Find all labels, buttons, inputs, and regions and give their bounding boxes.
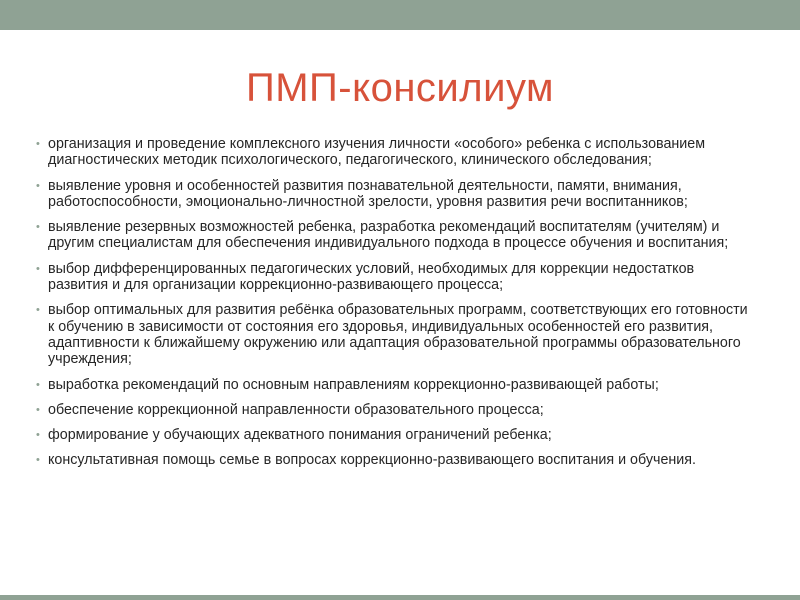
dot-bullet-icon: •	[36, 429, 40, 442]
top-accent-bar	[0, 0, 800, 30]
dot-bullet-icon: •	[36, 179, 40, 192]
dot-bullet-icon: •	[36, 262, 40, 275]
dot-bullet-icon: •	[36, 403, 40, 416]
bullet-text: выбор оптимальных для развития ребёнка образовательных программ, соответствующих его готовности к обучению в зависимости от состояния его здоровья, индивидуальных особенностей его развития, адаптивности к ближайшему окружению или адаптация образовательной программы образовательного учреждения;	[48, 302, 748, 368]
dot-bullet-icon: •	[36, 378, 40, 391]
bullet-text: выработка рекомендаций по основным направлениям коррекционно-развивающей работы;	[48, 376, 659, 393]
dot-bullet-icon: •	[36, 221, 40, 234]
bullet-item	[36, 177, 750, 211]
bullet-item	[36, 452, 750, 469]
bullet-text: выбор дифференцированных педагогических условий, необходимых для коррекции недостатков развития и для организации коррекционно-развивающего процесса;	[48, 260, 695, 294]
dot-bullet-icon: •	[36, 454, 40, 467]
dot-bullet-icon: •	[36, 138, 40, 150]
bullet-text: обеспечение коррекционной направленности образовательного процесса;	[48, 401, 544, 418]
dot-bullet-icon: •	[36, 304, 40, 317]
bottom-accent-bar	[0, 595, 800, 600]
bullet-text: формирование у обучающих адекватного понимания ограничений ребенка;	[48, 427, 552, 444]
bullet-item	[36, 376, 750, 393]
bullet-item	[36, 219, 750, 252]
bullet-item	[36, 401, 750, 418]
slide-title: ПМП-консилиум	[245, 66, 554, 110]
bullet-item	[36, 427, 750, 444]
bullet-text: выявление уровня и особенностей развития познавательной деятельности, памяти, внимания, работоспособности, эмоционально-личностной зрелости, уровня развития речи воспитанников;	[48, 177, 688, 210]
bullet-text: выявление резервных возможностей ребенка, разработка рекомендаций воспитателям (учителям) и другим специалистам для обеспечения индивидуального подхода в процессе обучения и воспитания;	[48, 219, 729, 252]
bullet-item	[36, 136, 750, 169]
bullet-text: консультативная помощь семье в вопросах коррекционно-развивающего воспитания и обучения.	[48, 452, 697, 469]
bullet-list	[36, 136, 750, 478]
bullet-text: организация и проведение комплексного изучения личности «особого» ребенка с использованием диагностических методик психологического, педагогического, клинического обследования;	[48, 136, 706, 169]
bullet-item	[36, 260, 750, 294]
bullet-item	[36, 302, 750, 368]
